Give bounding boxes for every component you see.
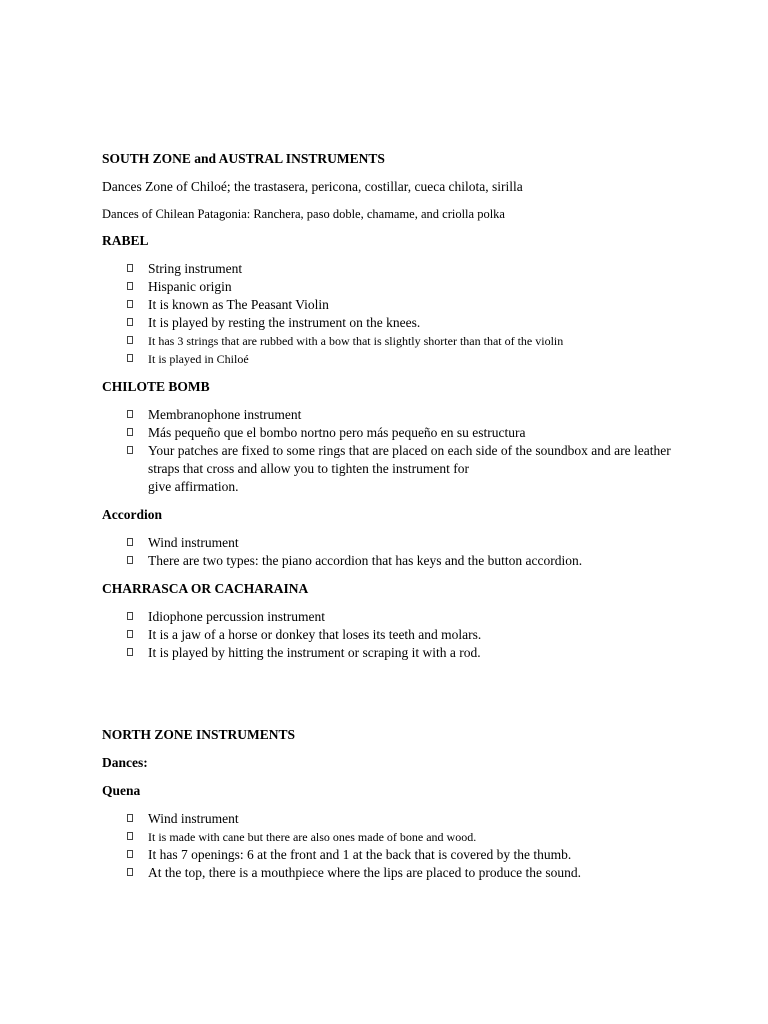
list-item-continuation: give affirmation. xyxy=(148,479,239,494)
list-item: Idiophone percussion instrument xyxy=(102,608,682,626)
square-bullet-icon xyxy=(127,300,133,308)
quena-heading: Quena xyxy=(102,783,141,798)
square-bullet-icon xyxy=(127,446,133,454)
square-bullet-icon xyxy=(127,410,133,418)
rabel-heading: RABEL xyxy=(102,233,149,248)
square-bullet-icon xyxy=(127,648,133,656)
quena-list xyxy=(102,810,682,882)
list-item: It is played by hitting the instrument or scraping it with a rod. xyxy=(102,644,682,662)
list-item: Your patches are fixed to some rings that are placed on each side of the soundbox and are leather straps that cross and allow you to tighten the instrument for xyxy=(102,442,682,478)
list-item: There are two types: the piano accordion that has keys and the button accordion. xyxy=(102,552,682,570)
chilote-bomb-list xyxy=(102,406,682,496)
list-item: Más pequeño que el bombo nortno pero más pequeño en su estructura xyxy=(102,424,682,442)
square-bullet-icon xyxy=(127,354,133,362)
list-item: It is played by resting the instrument on the knees. xyxy=(102,314,682,332)
list-item: String instrument xyxy=(102,260,682,278)
square-bullet-icon xyxy=(127,630,133,638)
list-item: It is known as The Peasant Violin xyxy=(102,296,682,314)
square-bullet-icon xyxy=(127,556,133,564)
list-item: It is a jaw of a horse or donkey that loses its teeth and molars. xyxy=(102,626,682,644)
square-bullet-icon xyxy=(127,814,133,822)
list-item: It has 7 openings: 6 at the front and 1 at the back that is covered by the thumb. xyxy=(102,846,682,864)
rabel-list xyxy=(102,260,682,368)
list-item: Wind instrument xyxy=(102,810,682,828)
north-zone-title: NORTH ZONE INSTRUMENTS xyxy=(102,727,296,742)
square-bullet-icon xyxy=(127,282,133,290)
charrasca-list xyxy=(102,608,682,662)
list-item: Membranophone instrument xyxy=(102,406,682,424)
list-item: It has 3 strings that are rubbed with a bow that is slightly shorter than that of the violin xyxy=(102,332,682,350)
list-item: Wind instrument xyxy=(102,534,682,552)
square-bullet-icon xyxy=(127,612,133,620)
patagonia-dances-text: Dances of Chilean Patagonia: Ranchera, paso doble, chamame, and criolla polka xyxy=(102,207,505,221)
section-gap xyxy=(102,672,682,726)
square-bullet-icon xyxy=(127,264,133,272)
square-bullet-icon xyxy=(127,318,133,326)
accordion-list xyxy=(102,534,682,570)
square-bullet-icon xyxy=(127,428,133,436)
list-item: It is made with cane but there are also ones made of bone and wood. xyxy=(102,828,682,846)
document-page xyxy=(102,150,682,892)
chiloe-dances-text: Dances Zone of Chiloé; the trastasera, pericona, costillar, cueca chilota, sirilla xyxy=(102,179,523,194)
square-bullet-icon xyxy=(127,850,133,858)
list-item: It is played in Chiloé xyxy=(102,350,682,368)
north-dances-label: Dances: xyxy=(102,755,148,770)
south-zone-title: SOUTH ZONE and AUSTRAL INSTRUMENTS xyxy=(102,151,385,166)
square-bullet-icon xyxy=(127,538,133,546)
list-item: At the top, there is a mouthpiece where the lips are placed to produce the sound. xyxy=(102,864,682,882)
accordion-heading: Accordion xyxy=(102,507,162,522)
charrasca-heading: CHARRASCA OR CACHARAINA xyxy=(102,581,309,596)
square-bullet-icon xyxy=(127,336,133,344)
square-bullet-icon xyxy=(127,868,133,876)
chilote-bomb-heading: CHILOTE BOMB xyxy=(102,379,210,394)
square-bullet-icon xyxy=(127,832,133,840)
list-item: Hispanic origin xyxy=(102,278,682,296)
